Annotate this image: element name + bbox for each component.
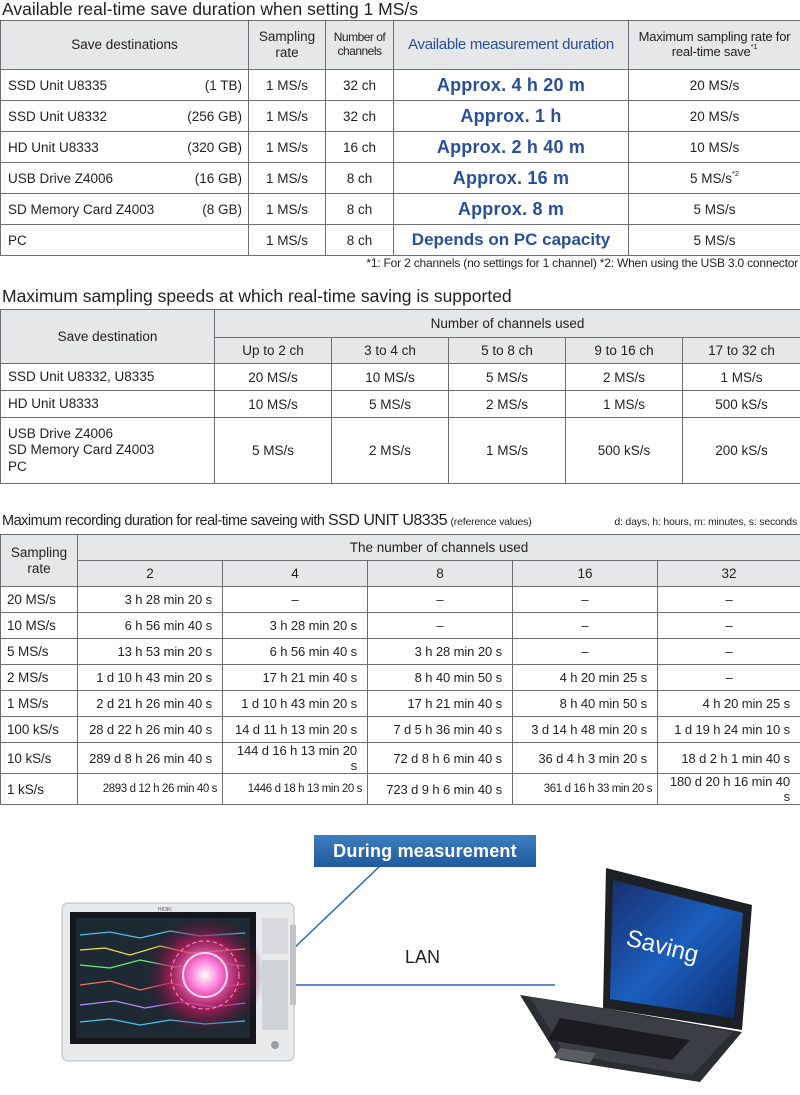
duration-cell: 7 d 5 h 36 min 40 s xyxy=(368,717,513,743)
header-sampling-rate-3: Sampling rate xyxy=(1,535,78,587)
destination-name: SSD Unit U8332 xyxy=(8,108,108,124)
table-row xyxy=(1,774,800,805)
capacity-text: (8 GB) xyxy=(202,201,242,217)
capacity-text: (16 GB) xyxy=(194,170,242,186)
duration-cell: – xyxy=(658,665,800,691)
max-rate-cell xyxy=(629,194,800,225)
duration-cell: 2893 d 12 h 26 min 40 s xyxy=(78,774,223,805)
sampling-rate-cell: 1 MS/s xyxy=(1,691,78,717)
channels-cell: 32 ch xyxy=(326,101,394,132)
max-speed-cell: 200 kS/s xyxy=(683,418,800,484)
duration-cell: Approx. 16 m xyxy=(394,163,629,194)
duration-cell: – xyxy=(658,639,800,665)
table-row xyxy=(1,717,800,743)
max-rate-cell xyxy=(629,101,800,132)
max-speed-cell: 5 MS/s xyxy=(332,391,449,418)
duration-cell: – xyxy=(223,587,368,613)
duration-cell: 28 d 22 h 26 min 40 s xyxy=(78,717,223,743)
sampling-rate-cell: 1 MS/s xyxy=(249,225,326,256)
sampling-rate-cell: 5 MS/s xyxy=(1,639,78,665)
duration-cell: – xyxy=(368,587,513,613)
max-speed-cell: 1 MS/s xyxy=(683,364,800,391)
max-speed-cell: 1 MS/s xyxy=(449,418,566,484)
lan-label: LAN xyxy=(405,947,441,967)
max-recording-duration-table xyxy=(0,534,800,805)
save-destination-cell xyxy=(1,70,249,101)
duration-cell: 2 d 21 h 26 min 40 s xyxy=(78,691,223,717)
duration-cell: Approx. 4 h 20 m xyxy=(394,70,629,101)
channel-range-header: 9 to 16 ch xyxy=(566,338,683,364)
duration-cell: 6 h 56 min 40 s xyxy=(78,613,223,639)
max-rate-value: 5 MS/s xyxy=(689,170,732,186)
header-channels-used-3: The number of channels used xyxy=(78,535,800,561)
max-speed-cell: 2 MS/s xyxy=(566,364,683,391)
duration-cell: – xyxy=(368,613,513,639)
duration-cell: 144 d 16 h 13 min 20 s xyxy=(223,743,368,774)
max-rate-cell xyxy=(629,225,800,256)
destination-name: SD Memory Card Z4003 xyxy=(8,201,155,217)
table-row xyxy=(1,70,800,101)
destination-name: PC xyxy=(8,232,27,248)
channel-count-header: 8 xyxy=(368,561,513,587)
section1-title: Available real-time save duration when setting 1 MS/s xyxy=(2,0,419,19)
duration-cell: 3 d 14 h 48 min 20 s xyxy=(513,717,658,743)
duration-cell: 4 h 20 min 25 s xyxy=(658,691,800,717)
destination-name: HD Unit U8333 xyxy=(8,139,99,155)
save-destination-cell xyxy=(1,132,249,163)
table-row xyxy=(1,101,800,132)
duration-cell: 723 d 9 h 6 min 40 s xyxy=(368,774,513,805)
capacity-text: (1 TB) xyxy=(204,77,242,93)
sampling-rate-cell: 1 kS/s xyxy=(1,774,78,805)
channels-cell: 8 ch xyxy=(326,194,394,225)
max-rate-cell xyxy=(629,163,800,194)
table-row xyxy=(1,194,800,225)
table-row xyxy=(1,587,800,613)
table-row xyxy=(1,225,800,256)
max-sampling-speed-table xyxy=(0,309,800,484)
header-max-sampling-rate: Maximum sampling rate for real-time save$^{*1}$ xyxy=(629,21,800,70)
duration-cell: 72 d 8 h 6 min 40 s xyxy=(368,743,513,774)
max-speed-cell: 1 MS/s xyxy=(566,391,683,418)
sampling-rate-cell: 1 MS/s xyxy=(249,194,326,225)
table-row xyxy=(1,665,800,691)
destination-name: SD Memory Card Z4003 xyxy=(8,442,155,458)
duration-cell: 4 h 20 min 25 s xyxy=(513,665,658,691)
destination-name: PC xyxy=(8,458,27,474)
duration-cell: – xyxy=(658,587,800,613)
duration-cell: 14 d 11 h 13 min 20 s xyxy=(223,717,368,743)
section1-footnote: *1: For 2 channels (no settings for 1 channel) *2: When using the USB 3.0 connector xyxy=(366,256,798,270)
table-row xyxy=(1,691,800,717)
duration-cell: 1 d 10 h 43 min 20 s xyxy=(78,665,223,691)
duration-cell: Depends on PC capacity xyxy=(394,225,629,256)
section2-title: Maximum sampling speeds at which real-time saving is supported xyxy=(2,286,512,306)
section3-title xyxy=(2,512,532,530)
sampling-rate-cell: 10 kS/s xyxy=(1,743,78,774)
table-row xyxy=(1,418,800,484)
duration-cell: 3 h 28 min 20 s xyxy=(78,587,223,613)
destination-name: USB Drive Z4006 xyxy=(8,426,114,442)
table-row xyxy=(1,391,800,418)
duration-cell: 289 d 8 h 26 min 40 s xyxy=(78,743,223,774)
table-row xyxy=(1,613,800,639)
save-destination-cell xyxy=(1,225,249,256)
channel-count-header: 32 xyxy=(658,561,800,587)
channels-cell: 32 ch xyxy=(326,70,394,101)
max-speed-cell: 10 MS/s xyxy=(215,391,332,418)
save-destination-cell xyxy=(1,418,215,484)
laptop-screen-text: Saving xyxy=(623,924,702,969)
section3-title-main: Maximum recording duration for real-time saveing with xyxy=(2,513,328,529)
sampling-rate-cell: 1 MS/s xyxy=(249,163,326,194)
channel-range-header: 5 to 8 ch xyxy=(449,338,566,364)
channel-range-header: Up to 2 ch xyxy=(215,338,332,364)
channel-count-header: 2 xyxy=(78,561,223,587)
max-speed-cell: 2 MS/s xyxy=(449,391,566,418)
table-row xyxy=(1,163,800,194)
channels-cell: 16 ch xyxy=(326,132,394,163)
duration-cell: 1 d 10 h 43 min 20 s xyxy=(223,691,368,717)
header-available-duration: Available measurement duration xyxy=(394,21,629,70)
max-speed-cell: 5 MS/s xyxy=(215,418,332,484)
max-speed-cell: 500 kS/s xyxy=(683,391,800,418)
destination-name: SSD Unit U8335 xyxy=(8,77,108,93)
sampling-rate-cell: 2 MS/s xyxy=(1,665,78,691)
during-measurement-badge: During measurement xyxy=(314,835,536,867)
laptop xyxy=(520,868,752,1082)
table-row xyxy=(1,132,800,163)
duration-cell: 18 d 2 h 1 min 40 s xyxy=(658,743,800,774)
channel-range-header: 17 to 32 ch xyxy=(683,338,800,364)
duration-cell: Approx. 2 h 40 m xyxy=(394,132,629,163)
capacity-text: (256 GB) xyxy=(187,108,242,124)
destination-name: SSD Unit U8332, U8335 xyxy=(8,368,155,384)
duration-cell: 1 d 19 h 24 min 10 s xyxy=(658,717,800,743)
channel-range-header: 3 to 4 ch xyxy=(332,338,449,364)
duration-cell: – xyxy=(513,639,658,665)
save-destination-cell xyxy=(1,163,249,194)
table-row xyxy=(1,639,800,665)
realtime-save-duration-table xyxy=(0,20,800,256)
max-speed-cell: 20 MS/s xyxy=(215,364,332,391)
section3-unit-legend: d: days, h: hours, m: minutes, s: seconds xyxy=(614,516,797,528)
sampling-rate-cell: 1 MS/s xyxy=(249,132,326,163)
sampling-rate-cell: 20 MS/s xyxy=(1,587,78,613)
max-speed-cell: 500 kS/s xyxy=(566,418,683,484)
duration-cell: 13 h 53 min 20 s xyxy=(78,639,223,665)
duration-cell: Approx. 8 m xyxy=(394,194,629,225)
max-speed-cell: 10 MS/s xyxy=(332,364,449,391)
device-brand-text: HIOKI xyxy=(158,907,172,913)
max-rate-value: 5 MS/s xyxy=(693,232,736,248)
duration-cell: 17 h 21 min 40 s xyxy=(368,691,513,717)
channels-cell: 8 ch xyxy=(326,163,394,194)
duration-cell: 36 d 4 h 3 min 20 s xyxy=(513,743,658,774)
save-destination-cell xyxy=(1,364,215,391)
max-speed-cell: 5 MS/s xyxy=(449,364,566,391)
max-rate-cell xyxy=(629,70,800,101)
capacity-text: (320 GB) xyxy=(187,139,242,155)
header-save-destination: Save destination xyxy=(1,310,215,364)
sampling-rate-cell: 1 MS/s xyxy=(249,101,326,132)
duration-cell: 3 h 28 min 20 s xyxy=(223,613,368,639)
connector-line-device xyxy=(292,866,380,950)
recorder-device xyxy=(62,903,296,1061)
sampling-rate-cell: 100 kS/s xyxy=(1,717,78,743)
duration-cell: 180 d 20 h 16 min 40 s xyxy=(658,774,800,805)
save-destination-cell xyxy=(1,194,249,225)
header-save-destinations: Save destinations xyxy=(1,21,249,70)
max-rate-value: 10 MS/s xyxy=(689,139,740,155)
duration-cell: 8 h 40 min 50 s xyxy=(513,691,658,717)
max-rate-value: 20 MS/s xyxy=(689,77,740,93)
duration-cell: 361 d 16 h 33 min 20 s xyxy=(513,774,658,805)
section3-title-ref: (reference values) xyxy=(450,516,532,528)
header-channels-used: Number of channels used xyxy=(215,310,800,338)
table-row xyxy=(1,364,800,391)
sampling-rate-cell: 10 MS/s xyxy=(1,613,78,639)
channel-count-header: 16 xyxy=(513,561,658,587)
max-rate-value: 20 MS/s xyxy=(689,108,740,124)
save-destination-cell xyxy=(1,391,215,418)
channel-count-header: 4 xyxy=(223,561,368,587)
destination-name: HD Unit U8333 xyxy=(8,395,99,411)
max-rate-cell xyxy=(629,132,800,163)
section3-title-unit: SSD UNIT U8335 xyxy=(327,512,447,529)
sampling-rate-cell: 1 MS/s xyxy=(249,70,326,101)
header-number-of-channels: Number of channels xyxy=(326,21,394,70)
max-speed-cell: 2 MS/s xyxy=(332,418,449,484)
duration-cell: 17 h 21 min 40 s xyxy=(223,665,368,691)
destination-name: USB Drive Z4006 xyxy=(8,170,114,186)
duration-cell: 6 h 56 min 40 s xyxy=(223,639,368,665)
footnote-marker: *2 xyxy=(731,168,740,178)
duration-cell: 8 h 40 min 50 s xyxy=(368,665,513,691)
save-destination-cell xyxy=(1,101,249,132)
max-rate-value: 5 MS/s xyxy=(693,201,736,217)
duration-cell: – xyxy=(513,613,658,639)
duration-cell: – xyxy=(513,587,658,613)
duration-cell: – xyxy=(658,613,800,639)
duration-cell: 1446 d 18 h 13 min 20 s xyxy=(223,774,368,805)
duration-cell: 3 h 28 min 20 s xyxy=(368,639,513,665)
duration-cell: Approx. 1 h xyxy=(394,101,629,132)
header-sampling-rate: Sampling rate xyxy=(249,21,326,70)
channels-cell: 8 ch xyxy=(326,225,394,256)
table-row xyxy=(1,743,800,774)
